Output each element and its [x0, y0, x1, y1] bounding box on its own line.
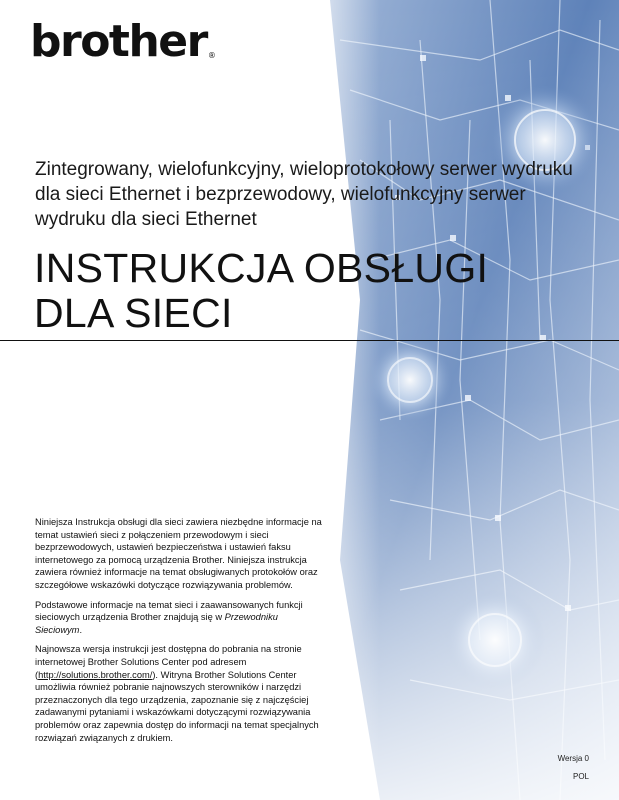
paragraph3-suffix: ). Witryna Brother Solutions Center umożliwia również pobranie najnowszych sterowników i narzędzi przeznaczonych dla tego urządzenia, zapoznanie się z najczęściej zadawanymi pytaniami i wskazówkami dotyczącymi rozwiązywania problemów oraz zapewnia dostęp do informacji na temat specjalnych rozwiązań związanych z drukiem. — [35, 669, 319, 743]
network-guide-paragraph — [35, 599, 327, 637]
solutions-center-link[interactable]: http://solutions.brother.com/ — [38, 669, 153, 680]
document-subtitle: Zintegrowany, wielofunkcyjny, wieloprotokołowy serwer wydruku dla sieci Ethernet i bezprzewodowy, wielofunkcyjny serwer wydruku dla sieci Ethernet — [35, 159, 573, 230]
brand-name: brother — [30, 16, 207, 67]
title-line-1: INSTRUKCJA OBSŁUGI — [34, 245, 489, 291]
brother-logo — [30, 16, 216, 67]
paragraph2-prefix: Podstawowe informacje na temat sieci i zaawansowanych funkcji sieciowych urządzenia Brother znajdują się w — [35, 599, 303, 623]
document-title — [34, 246, 594, 336]
title-line-2: DLA SIECI — [34, 290, 233, 336]
intro-paragraph: Niniejsza Instrukcja obsługi dla sieci zawiera niezbędne informacje na temat ustawień sieci z połączeniem przewodowym i sieci bezprzewodowych, ustawień bezpieczeństwa i ustawień faksu internetowego za pomocą urządzenia Brother. Niniejsza instrukcja zawiera również informacje na temat obsługiwanych protokołów oraz szczegółowe wskazówki dotyczące rozwiązywania problemów. — [35, 517, 322, 590]
network-guide-title: Przewodniku Sieciowym — [35, 612, 278, 635]
paragraph2-suffix: . — [79, 624, 83, 635]
language-code: POL — [572, 772, 589, 781]
introduction-text — [35, 516, 327, 751]
title-divider — [0, 340, 619, 341]
version-label: Wersja 0 — [557, 754, 589, 763]
paragraph3-prefix: Najnowsza wersja instrukcji jest dostępna do pobrania na stronie internetowej Brother Solutions Center pod adresem ( — [35, 644, 302, 680]
trademark-symbol: ® — [207, 51, 216, 60]
circuit-background-image — [300, 0, 619, 800]
download-paragraph — [35, 643, 327, 744]
